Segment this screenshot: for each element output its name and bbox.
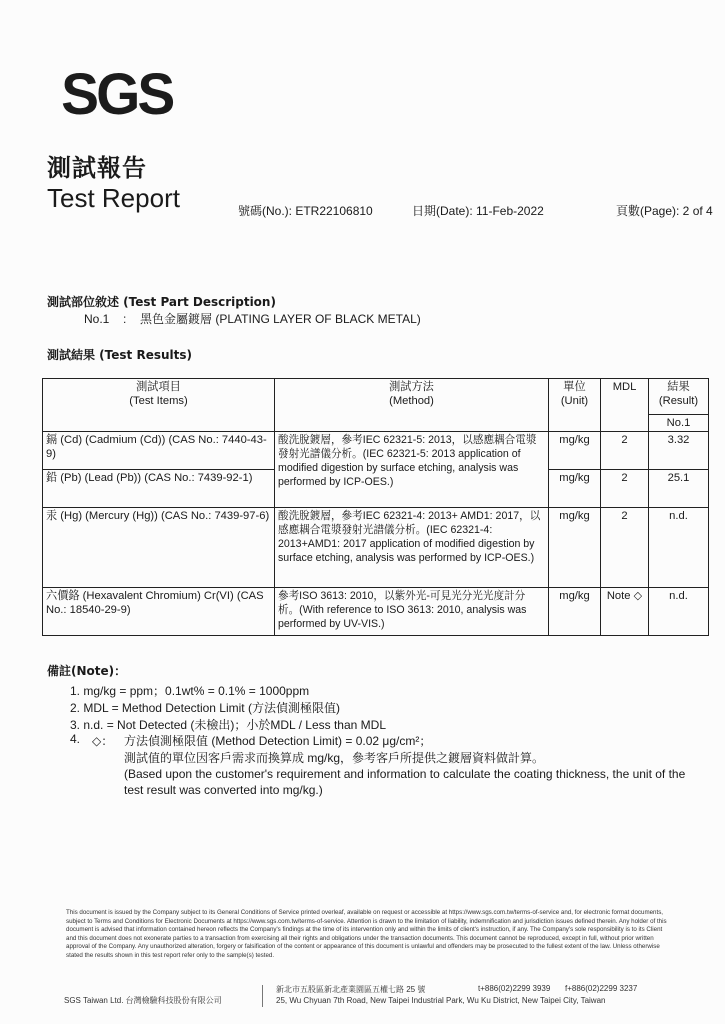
col-header-unit-en: (Unit) [560,395,589,407]
note-4-line-2: 測試值的單位因客戶需求而換算成 mg/kg，參考客戶所提供之鍍層資料做計算。 [124,751,545,765]
row-chromium-result: n.d. [649,588,709,636]
results-table [42,378,709,636]
table-row [43,432,709,470]
col-header-method-zh: 測試方法 [389,381,434,393]
legal-disclaimer: This document is issued by the Company subject to its General Conditions of Service printed overleaf, available on request or accessible at https://www.sgs.com.tw/terms-of-service and, for electronic format documents, subject to Terms and Conditions for Electronic Documents at https://www.sgs.com.tw/terms-of-service. Attention is drawn to the limitation of liability, indemnification and jurisdiction issues defined therein. Any holder of this document is advised that information contained hereon reflects the Company's findings at the time of its intervention only and within the limits of client's instruction, if any. The Company's sole responsibility is to its Client and this document does not exonerate parties to a transaction from exercising all their rights and obligations under the transaction documents. This document cannot be reproduced, except in full, without prior written approval of the Company. Any unauthorized alteration, forgery or falsification of the content or appearance of this document is unlawful and offenders may be prosecuted to the fullest extent of the law. Unless otherwise stated the results shown in this test report refer only to the sample(s) tested. [66,909,667,959]
phone-number: t+886(02)2299 3939 [478,984,551,993]
part-text: 黑色金屬鍍層 (PLATING LAYER OF BLACK METAL) [140,312,421,326]
part-description-line [84,310,421,327]
note-1: 1. mg/kg = ppm；0.1wt% = 0.1% = 1000ppm [70,684,310,698]
page-number: 頁數(Page): 2 of 4 [616,204,713,218]
footer-divider [262,985,263,1007]
note-4-symbol: ◇： [92,734,114,748]
notes-heading: 備註(Note)： [47,664,127,678]
note-4-number: 4. [70,732,81,746]
row-cadmium-item: 鎘 (Cd) (Cadmium (Cd)) (CAS No.: 7440-43-9) [43,432,275,470]
col-header-method-en: (Method) [389,395,434,407]
row-mercury-method: 酸洗脫鍍層，參考IEC 62321-4: 2013+ AMD1: 2017，以感應耦合電漿發射光譜儀分析。(IEC 62321-4: 2013+AMD1: 2017 application of modified digestion by surface etching, analysis was performed by ICP-OES.) [275,508,549,588]
table-row [43,508,709,588]
col-header-unit-zh: 單位 [563,381,586,393]
note-4-line-3: (Based upon the customer's requirement and information to calculate the coating thickness, the unit of the test result was converted into mg/kg.) [124,767,686,797]
col-header-sample: No.1 [649,415,709,432]
row-mercury-item: 汞 (Hg) (Mercury (Hg)) (CAS No.: 7439-97-6) [43,508,275,588]
report-title-en: Test Report [47,183,180,213]
address-en: 25, Wu Chyuan 7th Road, New Taipei Industrial Park, Wu Ku District, New Taipei City, Taiwan [276,996,606,1005]
row-cadmium-result: 3.32 [649,432,709,470]
row-cadmium-lead-method: 酸洗脫鍍層，參考IEC 62321-5: 2013，以感應耦合電漿發射光譜儀分析。(IEC 62321-5: 2013 application of modified digestion by surface etching, analysis was performed by ICP-OES.) [275,432,549,508]
row-cadmium-unit: mg/kg [549,432,601,470]
row-lead-item: 鉛 (Pb) (Lead (Pb)) (CAS No.: 7439-92-1) [43,470,275,508]
note-3: 3. n.d. = Not Detected (未檢出)；小於MDL / Less than MDL [70,718,386,732]
part-description-heading: 測試部位敘述 (Test Part Description) [47,295,276,309]
col-header-mdl: MDL [601,379,649,432]
part-colon: : [123,312,127,326]
report-title-zh: 測試報告 [47,154,147,182]
note-2: 2. MDL = Method Detection Limit (方法偵測極限值) [70,701,340,715]
note-4-line-1: 方法偵測極限值 (Method Detection Limit) = 0.02 μg/cm²； [124,734,432,748]
col-header-result [649,379,709,415]
report-date: 日期(Date): 11-Feb-2022 [412,204,544,218]
col-header-items [43,379,275,432]
col-header-items-en: (Test Items) [129,395,188,407]
sgs-logo: SGS [61,62,173,127]
row-chromium-item: 六價鉻 (Hexavalent Chromium) Cr(VI) (CAS No.: 18540-29-9) [43,588,275,636]
fax-number: f+886(02)2299 3237 [565,984,638,993]
row-mercury-mdl: 2 [601,508,649,588]
report-number: 號碼(No.): ETR22106810 [238,204,373,218]
col-header-result-en: (Result) [658,395,699,407]
col-header-unit [549,379,601,432]
col-header-result-zh: 結果 [667,381,690,393]
col-header-items-zh: 測試項目 [136,381,181,393]
col-header-method [275,379,549,432]
row-chromium-method: 參考ISO 3613: 2010，以紫外光-可見光分光光度計分析。(With reference to ISO 3613: 2010, analysis was performed by UV-VIS.) [275,588,549,636]
row-lead-result: 25.1 [649,470,709,508]
row-mercury-result: n.d. [649,508,709,588]
test-results-heading: 測試結果 (Test Results) [47,348,192,362]
address-zh: 新北市五股區新北產業園區五權七路 25 號 [276,985,426,994]
row-lead-mdl: 2 [601,470,649,508]
row-mercury-unit: mg/kg [549,508,601,588]
company-name: SGS Taiwan Ltd. 台灣檢驗科技股份有限公司 [64,996,222,1005]
row-cadmium-mdl: 2 [601,432,649,470]
row-chromium-unit: mg/kg [549,588,601,636]
row-chromium-mdl: Note ◇ [601,588,649,636]
part-number: No.1 [84,312,110,326]
table-row [43,588,709,636]
row-lead-unit: mg/kg [549,470,601,508]
